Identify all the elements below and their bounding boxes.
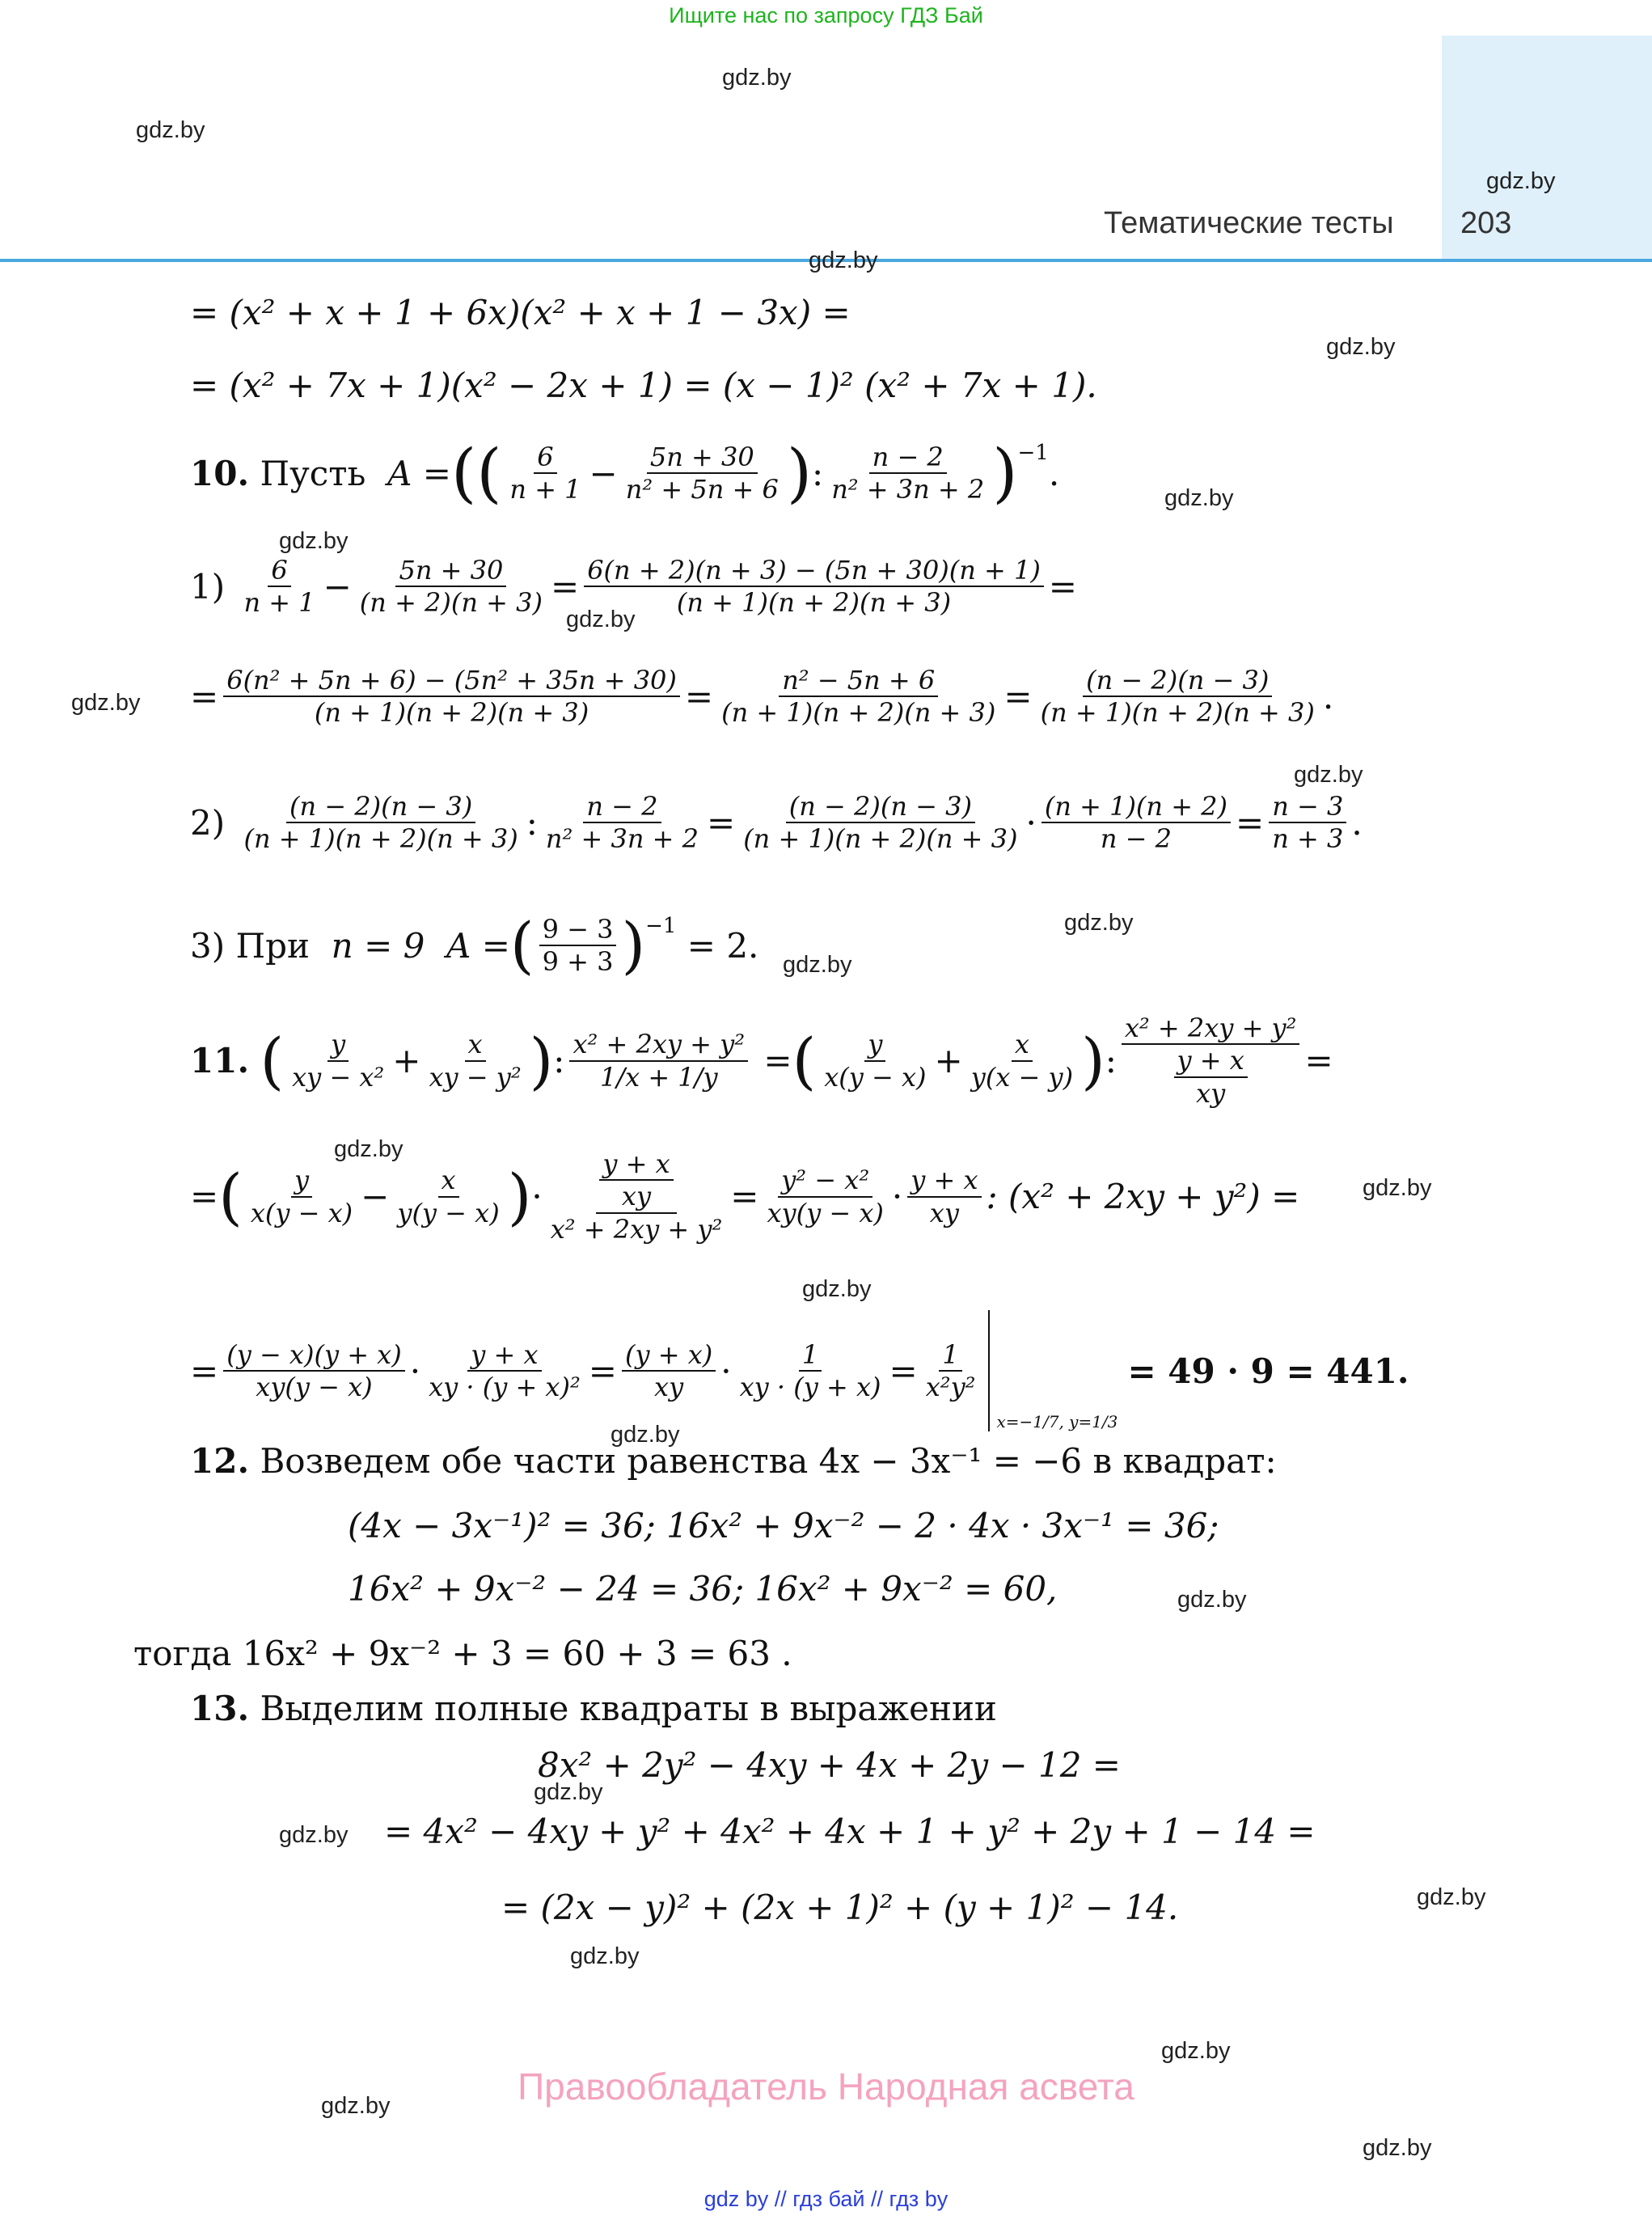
watermark: gdz.by (1363, 1175, 1432, 1201)
fraction: $\frac{(y + x)}{xy}$ (622, 1339, 716, 1403)
fraction: $\frac{(n - 2)(n - 3)}{(n + 1)(n + 2)(n + 3)}$ (743, 791, 1018, 855)
fraction: y + x xy x² + 2xy + y² (550, 1148, 723, 1245)
watermark: gdz.by (71, 690, 141, 716)
watermark: gdz.by (783, 952, 852, 978)
problem-12-statement: 12. Возведем обе части равенства 4x − 3x⁻¹ = −6 в квадрат: (190, 1441, 1277, 1481)
fraction: $\frac{x}{\text{xy − y²}}$ (429, 1029, 522, 1093)
watermark: gdz.by (534, 1779, 603, 1805)
fraction: $\frac{y + x}{xy}$ (907, 1165, 981, 1228)
fraction: $\frac{6}{n + 1}$ (509, 441, 581, 505)
step-2-line: 2) $\frac{(n - 2)(n - 3)}{(n + 1)(n + 2)(n + 3)}$ : $\frac{n - 2}{\text{n² + 3n + 2}}$ = $\frac{(n - 2)(n - 3)}{(n + 1)(n + 2)(n + 3)}$ · $\frac{(n + 1)(n + 2)}{n - 2}$ = $\frac{n - 3}{n + 3}$ . (190, 791, 1363, 855)
watermark: gdz.by (1177, 1587, 1247, 1613)
math-line: (4x − 3x⁻¹)² = 36; 16x² + 9x⁻² − 2 · 4x · 3x⁻¹ = 36; (348, 1506, 1219, 1545)
fraction: $\frac{(n + 1)(n + 2)}{n - 2}$ (1041, 791, 1231, 855)
fraction: $\frac{1}{xy \cdot (y + x)}$ (739, 1338, 881, 1402)
fraction: $\frac{y}{x(y - x)}$ (250, 1165, 353, 1228)
fraction: $\frac{5n + 30}{\text{n² + 5n + 6}}$ (625, 441, 779, 505)
fraction: $\frac{y + x}{\text{xy · (y + x)²}}$ (429, 1338, 581, 1402)
problem-11-line-b: = ( $\frac{y}{x(y - x)}$ − $\frac{x}{y(y - x)}$ ) · y + x xy x² + 2xy + y² = $\frac{\text{y² − x²}}{xy(y - x)}$ · $\frac{y + x}{xy}$ : (x² + 2xy + y²) = (190, 1148, 1300, 1245)
fraction: $\frac{6(n + 2)(n + 3) - (5n + 30)(n + 1)}{(n + 1)(n + 2)(n + 3)}$ (584, 555, 1044, 619)
watermark: gdz.by (334, 1136, 403, 1162)
watermark: gdz.by (279, 528, 349, 554)
step-3-line: 3) При n = 9 A = ( $\frac{9 - 3}{9 + 3}$ ) $^{-1}$ = 2. (190, 909, 759, 982)
watermark: gdz.by (1363, 2135, 1432, 2161)
problem-number: 10. (190, 453, 250, 493)
fraction: $\frac{n - 3}{n + 3}$ (1269, 791, 1346, 855)
fraction: $\frac{x}{y(y - x)}$ (397, 1165, 500, 1228)
footer-links[interactable]: gdz by // гдз бай // гдз by (703, 2187, 949, 2211)
fraction: $\frac{(n - 2)(n - 3)}{(n + 1)(n + 2)(n + 3)}$ (243, 791, 518, 855)
watermark: gdz.by (566, 607, 636, 632)
fraction: $\frac{(n - 2)(n - 3)}{(n + 1)(n + 2)(n + 3)}$ (1040, 665, 1315, 729)
fraction: $\frac{9 - 3}{9 + 3}$ (539, 914, 617, 978)
fraction: $\frac{(y - x)(y + x)}{xy(y - x)}$ (223, 1339, 405, 1403)
math-line: 16x² + 9x⁻² − 24 = 36; 16x² + 9x⁻² = 60, (348, 1569, 1058, 1609)
math-line: тогда 16x² + 9x⁻² + 3 = 60 + 3 = 63 . (133, 1634, 792, 1673)
fraction: $\frac{1}{\text{x²y²}}$ (925, 1338, 976, 1402)
top-banner[interactable]: Ищите нас по запросу ГДЗ Бай (669, 3, 983, 27)
problem-word: Пусть (260, 453, 366, 493)
math-line: = (2x − y)² + (2x + 1)² + (y + 1)² − 14. (501, 1888, 1179, 1927)
section-title: Тематические тесты (1104, 206, 1394, 240)
watermark: gdz.by (321, 2093, 391, 2119)
watermark: gdz.by (1164, 485, 1234, 511)
step-1-line-b: = $\frac{\text{6(n² + 5n + 6) − (5n² + 35n + 30)}}{(n + 1)(n + 2)(n + 3)}$ = $\frac{\text{n² − 5n + 6}}{(n + 1)(n + 2)(n + 3)}$ = $\frac{(n - 2)(n - 3)}{(n + 1)(n + 2)(n + 3)}$ . (190, 665, 1334, 729)
fraction: $\frac{5n + 30}{(n + 2)(n + 3)}$ (359, 555, 543, 619)
watermark: gdz.by (136, 117, 205, 143)
fraction: $\frac{\text{6(n² + 5n + 6) − (5n² + 35n + 30)}}{(n + 1)(n + 2)(n + 3)}$ (223, 665, 680, 729)
watermark: gdz.by (809, 247, 878, 273)
math-line: = (x² + 7x + 1)(x² − 2x + 1) = (x − 1)² (x² + 7x + 1). (190, 366, 1097, 405)
watermark: gdz.by (802, 1276, 872, 1302)
fraction: x² + 2xy + y² y + x xy (1122, 1013, 1300, 1109)
watermark: gdz.by (1294, 762, 1363, 788)
watermark: gdz.by (722, 65, 792, 91)
copyright-owner: Правообладатель Народная асвета (518, 2065, 1134, 2108)
fraction: $\frac{y}{\text{xy − x²}}$ (292, 1029, 385, 1093)
watermark: gdz.by (1064, 910, 1134, 936)
fraction: $\frac{n - 2}{\text{n² + 3n + 2}}$ (831, 441, 985, 505)
watermark: gdz.by (611, 1422, 680, 1448)
problem-11-line-a: 11. ( $\frac{y}{\text{xy − x²}}$ + $\frac{x}{\text{xy − y²}}$ ) : $\frac{\text{x² + 2xy + y²}}{1/x + 1/y}$ = ( $\frac{y}{x(y - x)}$ + $\frac{x}{y(x - y)}$ ) : x² + 2xy + y² y + x xy = (190, 1013, 1333, 1109)
watermark: gdz.by (570, 1943, 640, 1969)
math-line: = 4x² − 4xy + y² + 4x² + 4x + 1 + y² + 2y + 1 − 14 = (384, 1812, 1316, 1851)
math-expr: A = (387, 453, 451, 493)
problem-11-line-c: = $\frac{(y - x)(y + x)}{xy(y - x)}$ · $\frac{y + x}{\text{xy · (y + x)²}}$ = $\frac{(y + x)}{xy}$ · $\frac{1}{xy \cdot (y + x)}$ = $\frac{1}{\text{x²y²}}$ x=−1/7, y=1/3 = 49 · 9 = 441. (190, 1310, 1409, 1431)
fraction: $\frac{6}{n + 1}$ (243, 555, 315, 619)
problem-13-statement: 13. Выделим полные квадраты в выражении (190, 1689, 997, 1728)
substitution-condition: x=−1/7, y=1/3 (996, 1412, 1118, 1431)
fraction: $\frac{y}{x(y - x)}$ (824, 1029, 927, 1093)
watermark: gdz.by (1161, 2038, 1231, 2064)
fraction: $\frac{n - 2}{\text{n² + 3n + 2}}$ (545, 791, 699, 855)
fraction: $\frac{x}{y(x - y)}$ (970, 1029, 1074, 1093)
fraction: $\frac{\text{n² − 5n + 6}}{(n + 1)(n + 2)(n + 3)}$ (721, 665, 996, 729)
watermark: gdz.by (1326, 334, 1396, 360)
fraction: $\frac{\text{y² − x²}}{xy(y - x)}$ (767, 1165, 884, 1228)
watermark: gdz.by (1486, 168, 1556, 194)
math-line: = (x² + x + 1 + 6x)(x² + x + 1 − 3x) = (190, 293, 851, 332)
page-number: 203 (1460, 206, 1512, 240)
watermark: gdz.by (1417, 1884, 1486, 1910)
watermark: gdz.by (279, 1822, 349, 1848)
problem-10-statement: 10. Пусть A = (( $\frac{6}{n + 1}$ − $\frac{5n + 30}{\text{n² + 5n + 6}}$ ) : $\frac{n - 2}{\text{n² + 3n + 2}}$ ) $^{-1}$ . (190, 435, 1060, 510)
math-line: 8x² + 2y² − 4xy + 4x + 2y − 12 = (538, 1745, 1121, 1785)
fraction: $\frac{\text{x² + 2xy + y²}}{1/x + 1/y}$ (569, 1029, 748, 1093)
step-1-line-a: 1) $\frac{6}{n + 1}$ − $\frac{5n + 30}{(n + 2)(n + 3)}$ = $\frac{6(n + 2)(n + 3) - (5n + 30)(n + 1)}{(n + 1)(n + 2)(n + 3)}$ = (190, 555, 1077, 619)
